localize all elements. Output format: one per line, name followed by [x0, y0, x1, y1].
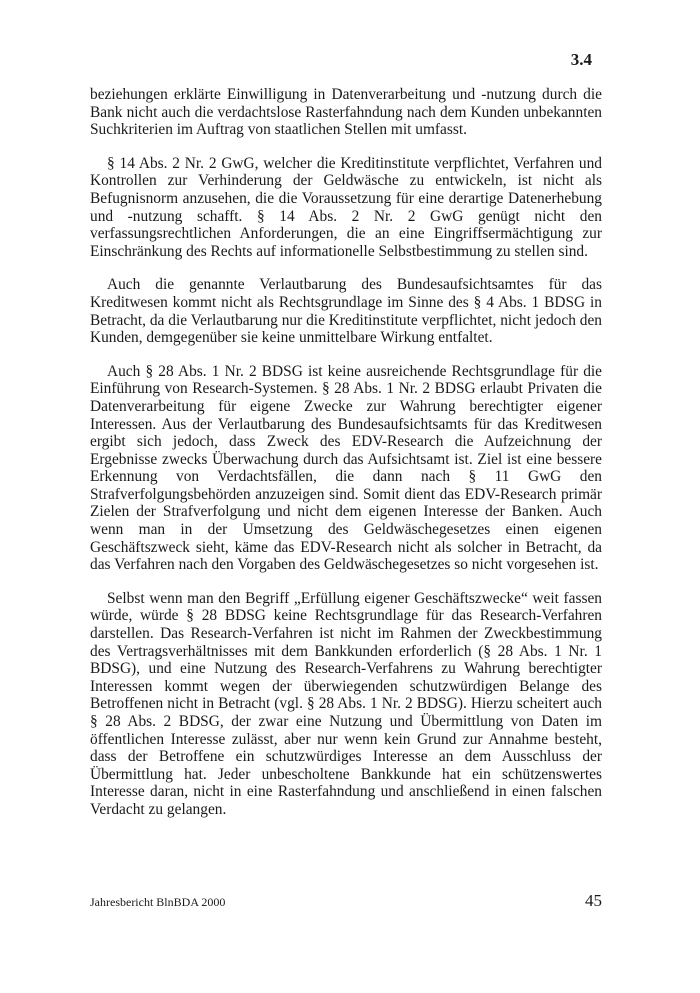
document-body — [90, 86, 602, 835]
paragraph-1: beziehungen erklärte Einwilligung in Datenverarbeitung und -nutzung durch die Bank nicht auch die verdachtslose Rasterfahndung nach dem Kunden unbekannten Suchkriterien im Auftrag von staatlichen Stellen mit umfasst. — [90, 86, 602, 139]
paragraph-3: Auch die genannte Verlautbarung des Bundesaufsichtsamtes für das Kreditwesen kommt nicht als Rechtsgrundlage im Sinne des § 4 Abs. 1 BDSG in Betracht, da die Verlautbarung nur die Kreditinstitute verpflichtet, nicht jedoch den Kunden, demgegenüber sie keine unmittelbare Wirkung entfaltet. — [90, 276, 602, 347]
publication-title: Jahresbericht BlnBDA 2000 — [90, 895, 226, 909]
page-footer — [90, 891, 602, 911]
paragraph-5: Selbst wenn man den Begriff „Erfüllung eigener Geschäftszwecke“ weit fassen würde, würde § 28 BDSG keine Rechtsgrundlage für das Research-Verfahren darstellen. Das Research-Verfahren ist nicht im Rahmen der Zweckbestimmung des Vertragsverhältnisses mit dem Bankkunden erforderlich (§ 28 Abs. 1 Nr. 1 BDSG), und eine Nutzung des Research-Verfahrens zu Wahrung berechtigter Interessen kommt wegen der überwiegenden schutzwürdigen Belange des Betroffenen nicht in Betracht (vgl. § 28 Abs. 1 Nr. 2 BDSG). Hierzu scheitert auch § 28 Abs. 2 BDSG, der zwar eine Nutzung und Übermittlung von Daten im öffentlichen Interesse zulässt, aber nur wenn kein Grund zur Annahme besteht, dass der Betroffene ein schutzwürdiges Interesse an dem Ausschluss der Übermittlung hat. Jeder unbescholtene Bankkunde hat ein schützenswertes Interesse daran, nicht in eine Rasterfahndung und anschließend in einen falschen Verdacht zu gelangen. — [90, 589, 602, 818]
paragraph-2: § 14 Abs. 2 Nr. 2 GwG, welcher die Kreditinstitute verpflichtet, Verfahren und Kontrollen zur Verhinderung der Geldwäsche zu entwickeln, ist nicht als Befugnisnorm anzusehen, die die Voraussetzung für eine derartige Datenerhebung und -nutzung schafft. § 14 Abs. 2 Nr. 2 GwG genügt nicht den verfassungsrechtlichen Anforderungen, die an eine Eingriffsermächtigung zur Einschränkung des Rechts auf informationelle Selbstbestimmung zu stellen sind. — [90, 154, 602, 260]
paragraph-4: Auch § 28 Abs. 1 Nr. 2 BDSG ist keine ausreichende Rechtsgrundlage für die Einführung von Research-Systemen. § 28 Abs. 1 Nr. 2 BDSG erlaubt Privaten die Datenverarbeitung für eigene Zwecke zur Wahrung berechtigter eigener Interessen. Aus der Verlautbarung des Bundesaufsichtsamts für das Kreditwesen ergibt sich jedoch, dass Zweck des EDV-Research die Aufzeichnung der Ergebnisse zwecks Überwachung durch das Aufsichtsamt ist. Ziel ist eine bessere Erkennung von Verdachtsfällen, die dann nach § 11 GwG den Strafverfolgungsbehörden anzuzeigen sind. Somit dient das EDV-Research primär Zielen der Strafverfolgung und nicht dem eigenen Interesse der Banken. Auch wenn man in der Umsetzung des Geldwäschegesetzes einen eigenen Geschäftszweck sieht, käme das EDV-Research nicht als solcher in Betracht, da das Verfahren nach den Vorgaben des Geldwäschegesetzes so nicht vorgesehen ist. — [90, 362, 602, 574]
section-number: 3.4 — [570, 50, 592, 69]
page-number: 45 — [585, 891, 602, 910]
